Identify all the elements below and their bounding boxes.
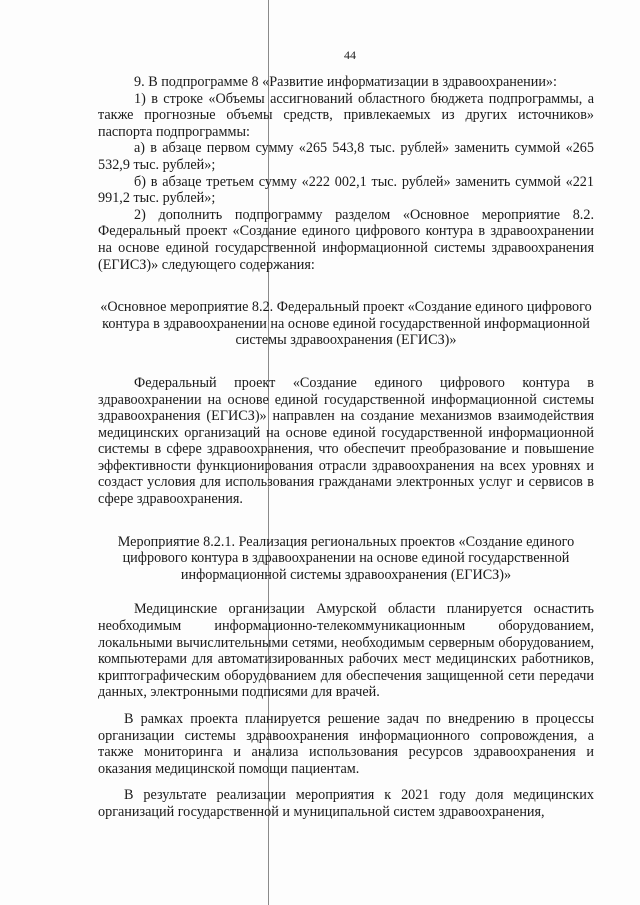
section-heading-8-2-1: Мероприятие 8.2.1. Реализация региональных проектов «Создание единого цифрового контура в здравоохранении на основе единой государственной информационной системы здравоохранения (ЕГИСЗ)» [117, 533, 575, 583]
section-heading-8-2: «Основное мероприятие 8.2. Федеральный проект «Создание единого цифрового контура в здравоохранении на основе единой государственной информационной системы здравоохранения (ЕГИСЗ)» [100, 299, 592, 349]
paragraph-item-a: а) в абзаце первом сумму «265 543,8 тыс. рублей» заменить суммой «265 532,9 тыс. рублей»; [98, 140, 594, 173]
paragraph-results: В результате реализации мероприятия к 2021 году доля медицинских организаций государственной и муниципальной систем здравоохранения, [98, 787, 594, 820]
paragraph-budget-row: 1) в строке «Объемы ассигнований областного бюджета подпрограммы, а также прогнозные объемы средств, привлекаемых из других источников» паспорта подпрограммы: [98, 90, 594, 140]
document-body [98, 74, 594, 821]
page-number: 44 [344, 48, 356, 62]
paragraph-federal-project: Федеральный проект «Создание единого цифрового контура в здравоохранении на основе единой государственной информационной системы здравоохранения (ЕГИСЗ)» направлен на создание механизмов взаимодействия медицинских организаций на основе единой государственной информационной системы в сфере здравоохранения, что обеспечит преобразование и повышение эффективности функционирования отрасли здравоохранения на всех уровнях и создаст условия для использования гражданами электронных услуг и сервисов в сфере здравоохранения. [98, 374, 594, 508]
paragraph-add-section: 2) дополнить подпрограмму разделом «Основное мероприятие 8.2. Федеральный проект «Создание единого цифрового контура в здравоохранении на основе единой государственной информационной системы здравоохранения (ЕГИСЗ)» следующего содержания: [98, 206, 594, 273]
paragraph-equipment: Медицинские организации Амурской области планируется оснастить необходимым информационно-телекоммуникационным оборудованием, локальными вычислительными сетями, необходимым серверным оборудованием, компьютерами для автоматизированных рабочих мест медицинских работников, криптографическим оборудованием для обеспечения защищенной сети передачи данных, электронными подписями для врачей. [98, 601, 594, 701]
paragraph-item-b: б) в абзаце третьем сумму «222 002,1 тыс. рублей» заменить суммой «221 991,2 тыс. рублей»; [98, 173, 594, 207]
paragraph-project-tasks: В рамках проекта планируется решение задач по внедрению в процессы организации системы здравоохранения информационного сопровождения, а также мониторинга и анализа использования ресурсов здравоохранения и оказания медицинской помощи пациентам. [98, 711, 594, 777]
paragraph-subprogram-8: 9. В подпрограмме 8 «Развитие информатизации в здравоохранении»: [134, 74, 557, 90]
